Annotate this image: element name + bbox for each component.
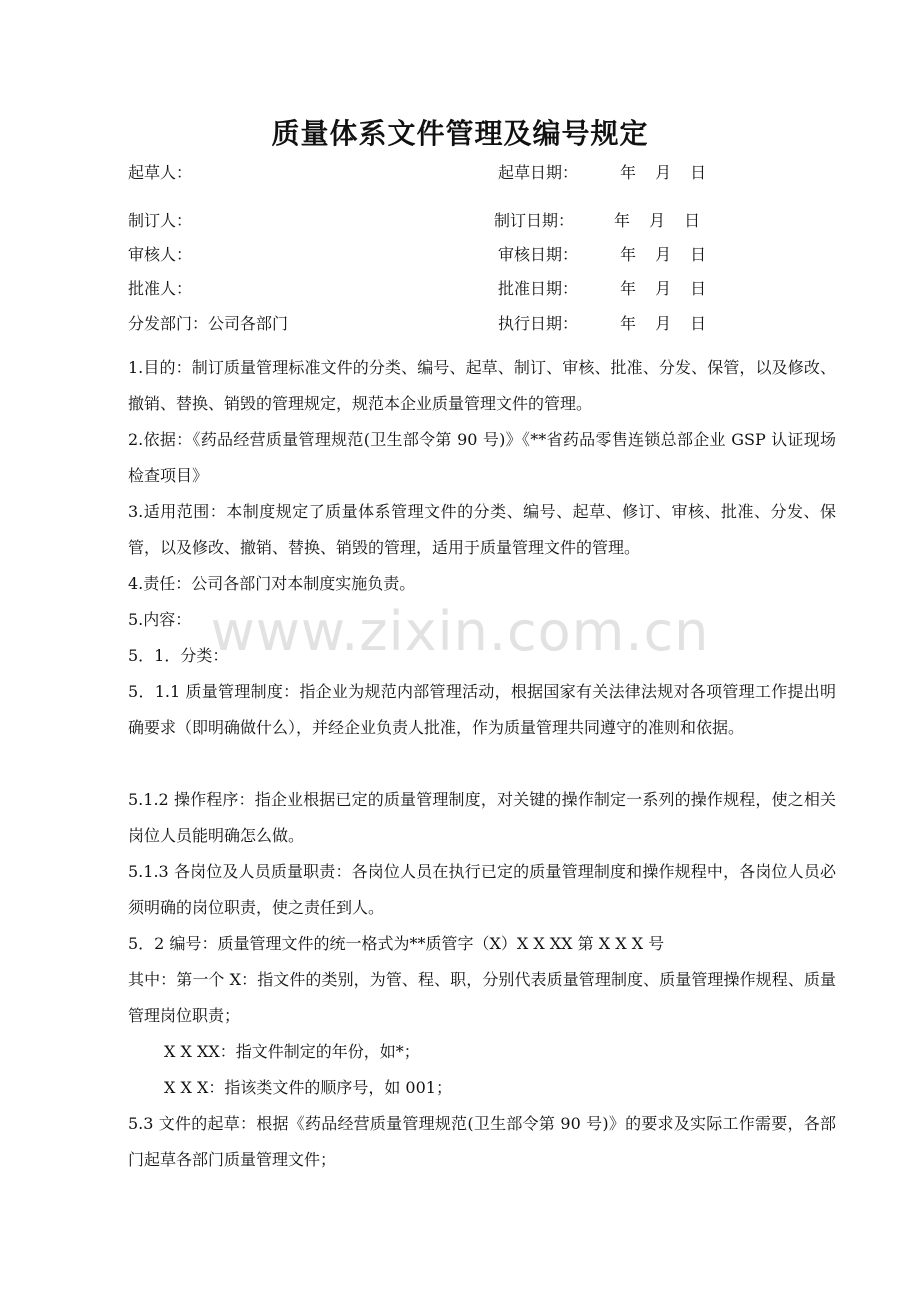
watermark: www.zixin.com.cn bbox=[210, 600, 710, 663]
approve-date-label: 批准日期： bbox=[498, 279, 579, 298]
section-5-1-1: 5．1.1 质量管理制度：指企业为规范内部管理活动，根据国家有关法律法规对各项管理工作提出明确要求（即明确做什么），并经企业负责人批准，作为质量管理共同遵守的准则和依据。 bbox=[128, 682, 836, 737]
section-purpose: 1.目的：制订质量管理标准文件的分类、编号、起草、制订、审核、批准、分发、保管，以及修改、撤销、替换、销毁的管理规定，规范本企业质量管理文件的管理。 bbox=[128, 358, 836, 413]
draft-date-value: 年 月 日 bbox=[620, 163, 707, 182]
review-date-label: 审核日期： bbox=[498, 245, 579, 264]
section-responsibility: 4.责任：公司各部门对本制度实施负责。 bbox=[128, 574, 416, 593]
section-5-2: 5．2 编号：质量管理文件的统一格式为**质管字（X）X X XX 第 X X X 号 bbox=[128, 934, 665, 953]
section-5-1-2: 5.1.2 操作程序：指企业根据已定的质量管理制度，对关键的操作制定一系列的操作规程，使之相关岗位人员能明确怎么做。 bbox=[128, 790, 836, 845]
approver-label: 批准人： bbox=[128, 279, 193, 298]
effective-date-label: 执行日期： bbox=[498, 314, 579, 333]
approve-date-value: 年 月 日 bbox=[620, 279, 707, 298]
drafter-label: 起草人： bbox=[128, 163, 193, 182]
section-5-2-year: X X XX：指文件制定的年份，如*； bbox=[164, 1042, 420, 1061]
review-date-value: 年 月 日 bbox=[620, 245, 707, 264]
section-5-2-sequence: X X X：指该类文件的顺序号，如 001； bbox=[164, 1078, 452, 1097]
make-date-label: 制订日期： bbox=[494, 211, 575, 230]
meta-row-approver bbox=[128, 276, 828, 300]
section-scope: 3.适用范围：本制度规定了质量体系管理文件的分类、编号、起草、修订、审核、批准、分发、保管，以及修改、撤销、替换、销毁的管理，适用于质量管理文件的管理。 bbox=[128, 502, 836, 557]
page-title: 质量体系文件管理及编号规定 bbox=[271, 117, 649, 150]
meta-row-reviewer bbox=[128, 242, 828, 266]
section-basis: 2.依据：《药品经营质量管理规范(卫生部令第 90 号)》《**省药品零售连锁总部企业 GSP 认证现场检查项目》 bbox=[128, 430, 836, 485]
effective-date-value: 年 月 日 bbox=[620, 314, 707, 333]
reviewer-label: 审核人： bbox=[128, 245, 193, 264]
section-5-1-3: 5.1.3 各岗位及人员质量职责：各岗位人员在执行已定的质量管理制度和操作规程中，各岗位人员必须明确的岗位职责，使之责任到人。 bbox=[128, 862, 836, 917]
distribution-label: 分发部门：公司各部门 bbox=[128, 314, 289, 333]
maker-label: 制订人： bbox=[128, 211, 193, 230]
section-content: 5.内容： bbox=[128, 610, 192, 629]
meta-row-maker bbox=[128, 208, 828, 232]
section-5-2-detail: 其中：第一个 X：指文件的类别，为管、程、职，分别代表质量管理制度、质量管理操作规程、质量管理岗位职责； bbox=[128, 970, 836, 1025]
meta-row-drafter bbox=[128, 160, 828, 184]
make-date-value: 年 月 日 bbox=[614, 211, 701, 230]
section-5-1: 5．1．分类： bbox=[128, 646, 229, 665]
section-5-3: 5.3 文件的起草：根据《药品经营质量管理规范(卫生部令第 90 号)》的要求及实际工作需要，各部门起草各部门质量管理文件； bbox=[128, 1114, 836, 1169]
meta-row-distribution bbox=[128, 311, 828, 335]
draft-date-label: 起草日期： bbox=[498, 163, 579, 182]
